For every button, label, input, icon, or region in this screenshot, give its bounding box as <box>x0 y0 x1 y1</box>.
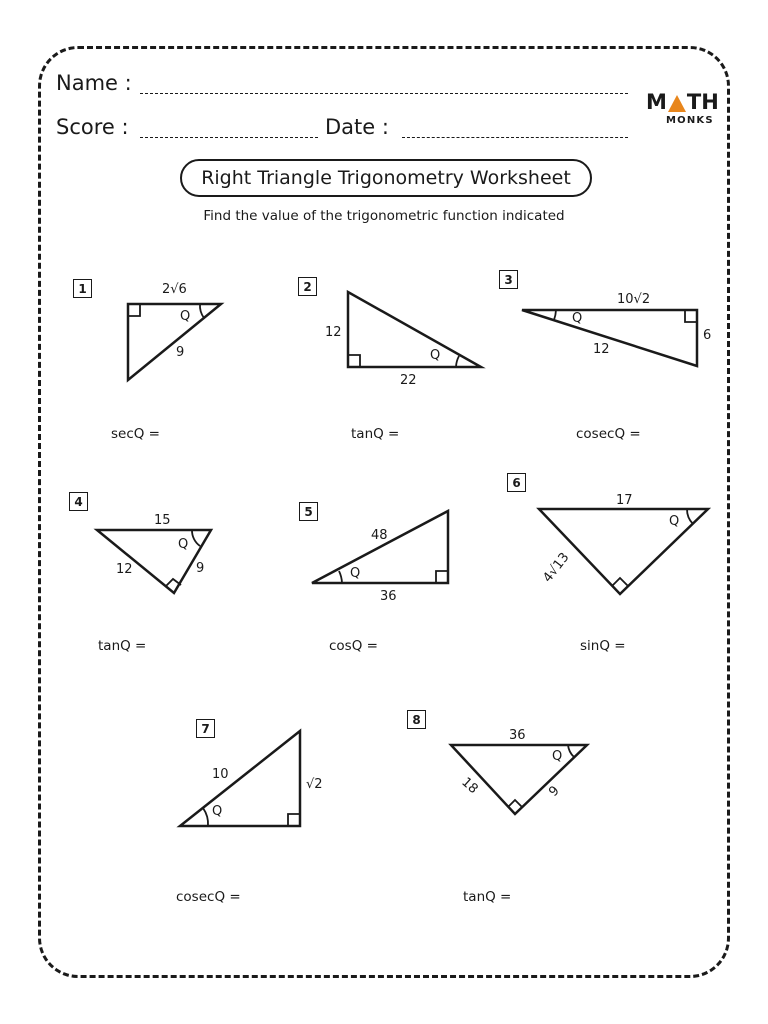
triangle-5-side-hyp: 48 <box>371 528 388 543</box>
triangle-1-side-top: 2√6 <box>162 282 187 297</box>
problem-number-1: 1 <box>73 279 92 298</box>
problem-number-3: 3 <box>499 270 518 289</box>
angle-arc-3 <box>554 310 556 320</box>
problem-1-prompt: secQ = <box>111 426 160 442</box>
angle-arc-6 <box>687 509 693 524</box>
instructions: Find the value of the trigonometric function indicated <box>203 208 565 224</box>
problem-number-6: 6 <box>507 473 526 492</box>
right-angle-marker-1 <box>128 304 140 316</box>
problem-4-prompt: tanQ = <box>98 638 147 654</box>
right-angle-marker-8 <box>508 800 522 807</box>
triangle-7-side-right: √2 <box>306 777 323 792</box>
right-angle-marker-5 <box>436 571 448 583</box>
problem-7-prompt: cosecQ = <box>176 889 241 905</box>
angle-arc-5 <box>339 571 342 583</box>
triangle-2-side-bottom: 22 <box>400 373 417 388</box>
triangle-6-angle-label: Q <box>669 514 680 529</box>
triangle-8-side-top: 36 <box>509 728 526 743</box>
problem-3-prompt: cosecQ = <box>576 426 641 442</box>
triangle-1-side-hyp: 9 <box>176 345 185 360</box>
triangle-2-side-left: 12 <box>325 325 342 340</box>
triangle-4-side-top: 15 <box>154 513 171 528</box>
date-label: Date : <box>325 115 389 139</box>
angle-arc-8 <box>568 745 574 757</box>
triangle-5-angle-label: Q <box>350 566 361 581</box>
name-label: Name : <box>56 71 132 95</box>
triangle-8-side-left: 18 <box>458 774 481 798</box>
problem-6-prompt: sinQ = <box>580 638 626 654</box>
angle-arc-4 <box>192 530 200 546</box>
triangle-7 <box>180 731 300 826</box>
worksheet-title-text: Right Triangle Trigonometry Worksheet <box>201 167 571 189</box>
triangle-7-angle-label: Q <box>212 804 223 819</box>
triangle-3 <box>522 310 697 366</box>
triangle-6-side-top: 17 <box>616 493 633 508</box>
triangle-2 <box>348 292 481 367</box>
right-angle-marker-3 <box>685 310 697 322</box>
angle-arc-7 <box>203 808 208 826</box>
triangle-2-angle-label: Q <box>430 348 441 363</box>
triangle-3-side-top: 10√2 <box>617 292 651 307</box>
triangle-4-angle-label: Q <box>178 537 189 552</box>
problem-number-4: 4 <box>69 492 88 511</box>
logo-text-m: M <box>646 90 667 114</box>
triangle-3-angle-label: Q <box>572 311 583 326</box>
triangle-6-side-left: 4√13 <box>540 550 573 586</box>
problem-number-7: 7 <box>196 719 215 738</box>
angle-arc-2 <box>456 356 459 367</box>
right-angle-marker-2 <box>348 355 360 367</box>
problem-2-prompt: tanQ = <box>351 426 400 442</box>
triangle-5 <box>312 511 448 583</box>
angle-arc-1 <box>200 304 204 318</box>
triangle-7-side-hyp: 10 <box>212 767 229 782</box>
triangle-3-side-right: 6 <box>703 328 712 343</box>
triangle-1 <box>128 304 221 380</box>
problem-number-5: 5 <box>299 502 318 521</box>
triangle-4-side-left: 12 <box>116 562 133 577</box>
triangle-3-side-hyp: 12 <box>593 342 610 357</box>
triangle-4-side-right: 9 <box>196 561 205 576</box>
problem-8-prompt: tanQ = <box>463 889 512 905</box>
score-label: Score : <box>56 115 129 139</box>
triangle-8-side-right: 9 <box>546 783 563 800</box>
logo-text-monks: MONKS <box>666 115 714 126</box>
right-angle-marker-7 <box>288 814 300 826</box>
problem-number-2: 2 <box>298 277 317 296</box>
triangle-1-angle-label: Q <box>180 309 191 324</box>
problem-5-prompt: cosQ = <box>329 638 378 654</box>
logo-text-th: TH <box>686 90 719 114</box>
right-angle-marker-6 <box>612 578 628 586</box>
triangle-8-angle-label: Q <box>552 749 563 764</box>
problem-number-8: 8 <box>407 710 426 729</box>
triangle-5-side-bottom: 36 <box>380 589 397 604</box>
